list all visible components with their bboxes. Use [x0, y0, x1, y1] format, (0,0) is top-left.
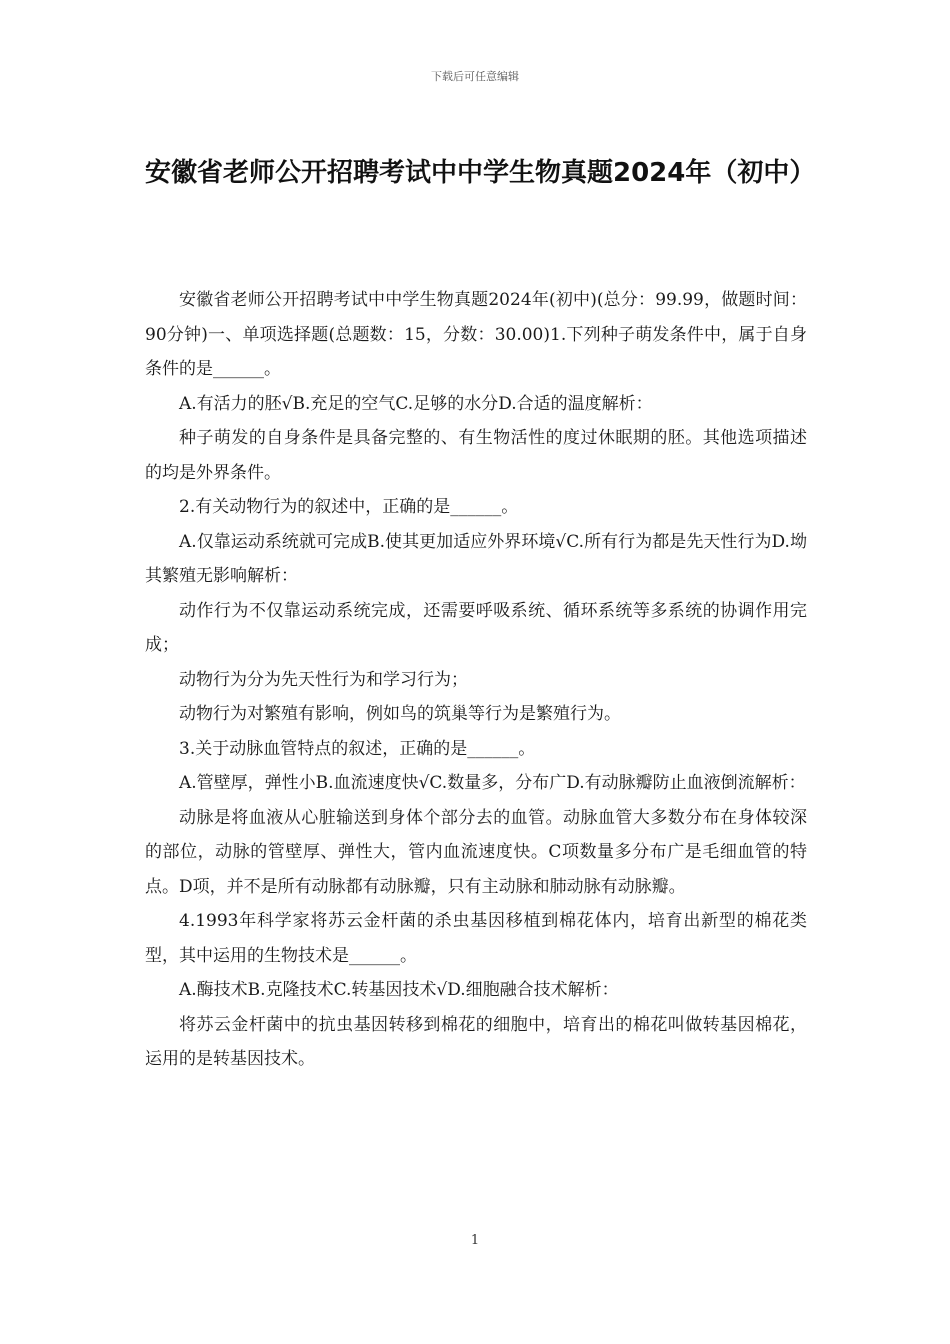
paragraph: A.管壁厚，弹性小B.血流速度快√C.数量多，分布广D.有动脉瓣防止血液倒流解析： [179, 773, 806, 793]
page-header-note: 下载后可任意编辑 [431, 70, 519, 83]
paragraph: 种子萌发的自身条件是具备完整的、有生物活性的度过休眠期的胚。其他选项描述的均是外界条件。 [145, 428, 807, 483]
paragraph: 动脉是将血液从心脏输送到身体个部分去的血管。动脉血管大多数分布在身体较深的部位，动脉的管壁厚、弹性大，管内血流速度快。C项数量多分布广是毛细血管的特点。D项，并不是所有动脉都有动脉瓣，只有主动脉和肺动脉有动脉瓣。 [145, 807, 807, 897]
paragraph: A.酶技术B.克隆技术C.转基因技术√D.细胞融合技术解析： [179, 980, 619, 1000]
paragraph: 2.有关动物行为的叙述中，正确的是______。 [179, 497, 519, 517]
paragraph: 将苏云金杆菌中的抗虫基因转移到棉花的细胞中，培育出的棉花叫做转基因棉花，运用的是转基因技术。 [145, 1014, 807, 1069]
paragraph: 4.1993年科学家将苏云金杆菌的杀虫基因移植到棉花体内，培育出新型的棉花类型，其中运用的生物技术是______。 [145, 911, 807, 966]
paragraph: 动物行为对繁殖有影响，例如鸟的筑巢等行为是繁殖行为。 [179, 704, 621, 724]
document-body [145, 283, 807, 1077]
paragraph: 安徽省老师公开招聘考试中中学生物真题2024年(初中)(总分：99.99，做题时间：90分钟)一、单项选择题(总题数：15，分数：30.00)1.下列种子萌发条件中，属于自身条件的是______。 [145, 290, 807, 379]
paragraph: 3.关于动脉血管特点的叙述，正确的是______。 [179, 738, 536, 759]
paragraph: 动物行为分为先天性行为和学习行为； [179, 669, 468, 690]
page-number: 1 [470, 1233, 480, 1248]
paragraph: 动作行为不仅靠运动系统完成，还需要呼吸系统、循环系统等多系统的协调作用完成； [145, 600, 807, 655]
paragraph: A.仅靠运动系统就可完成B.使其更加适应外界环境√C.所有行为都是先天性行为D.坳其繁殖无影响解析： [145, 531, 807, 586]
paragraph: A.有活力的胚√B.充足的空气C.足够的水分D.合适的温度解析： [179, 393, 653, 414]
document-title: 安徽省老师公开招聘考试中中学生物真题2024年（初中） [145, 158, 816, 188]
